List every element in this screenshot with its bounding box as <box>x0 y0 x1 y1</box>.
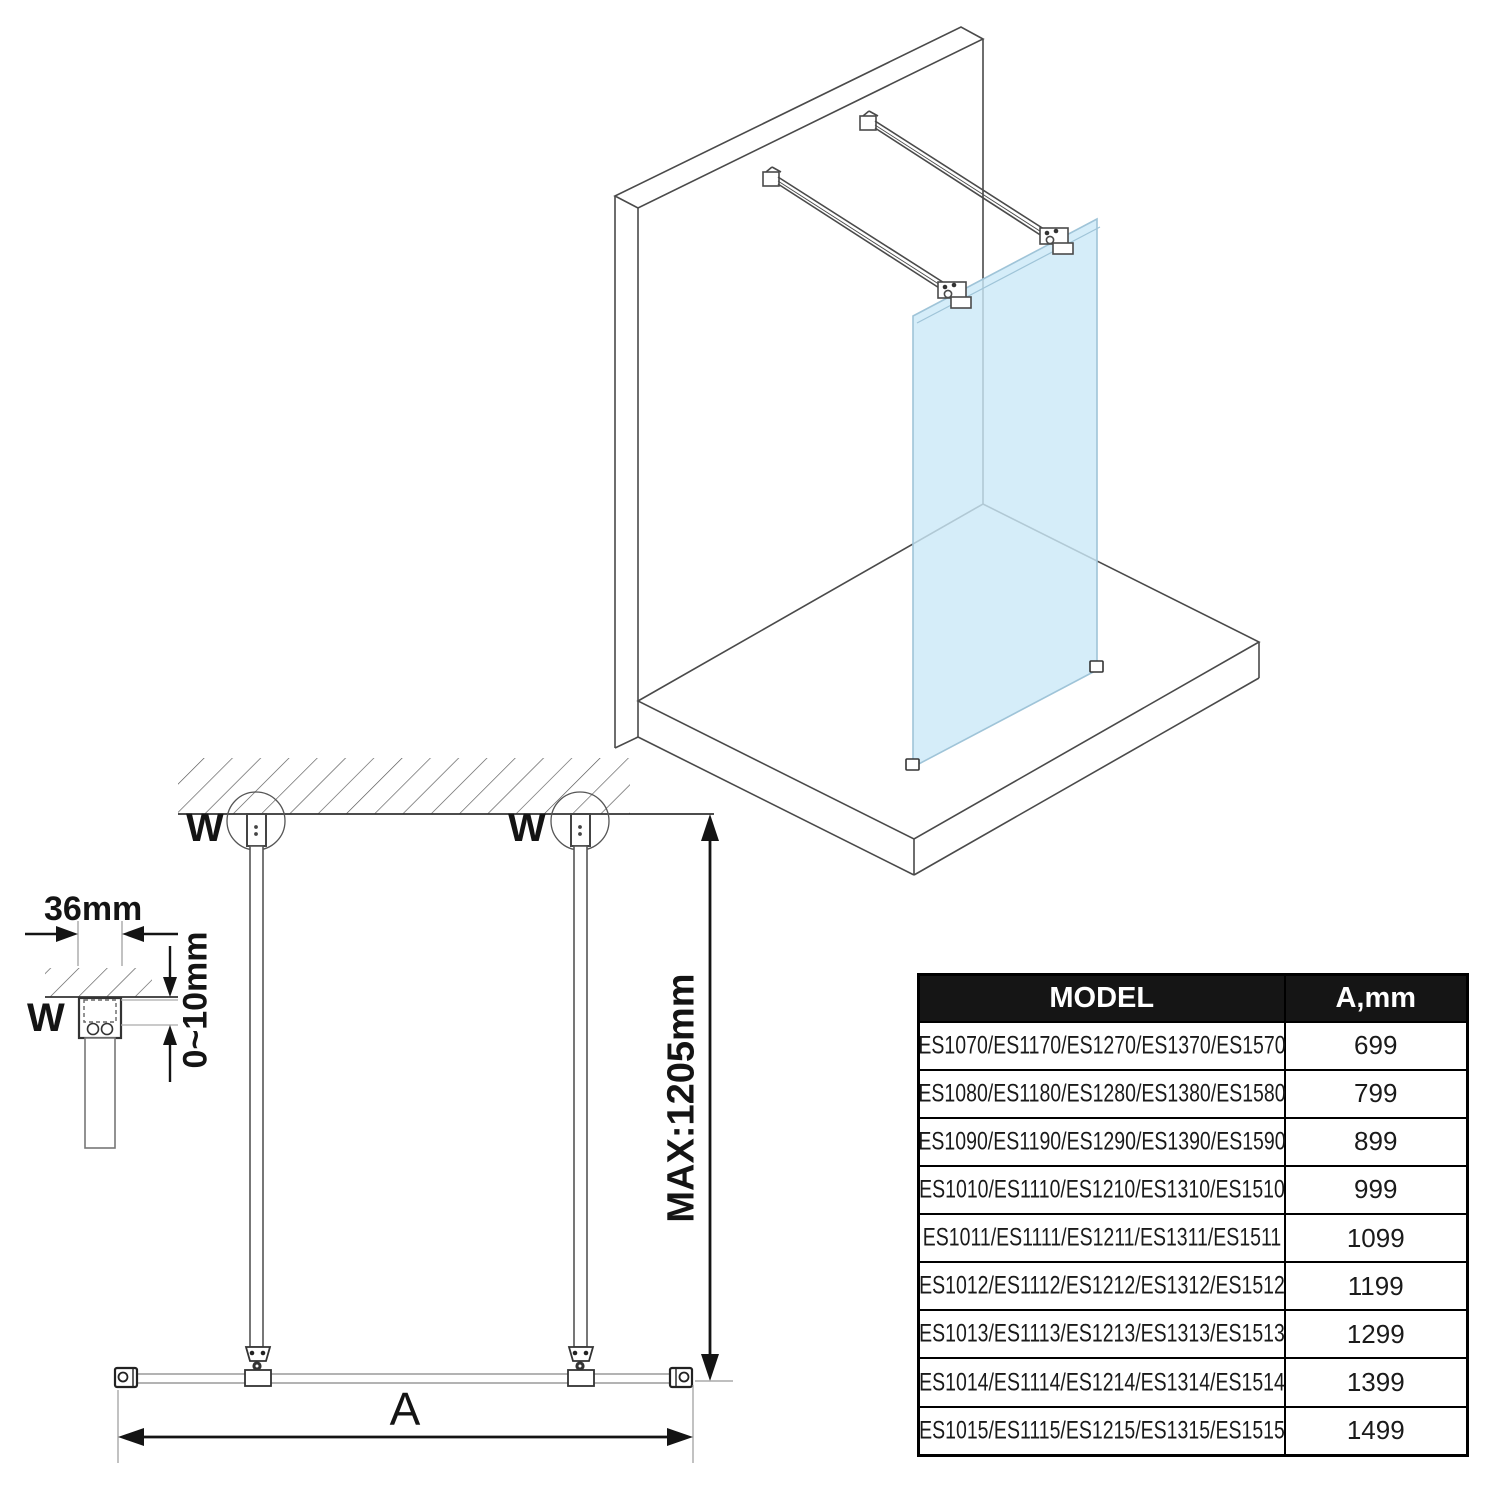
a-mm-cell: 1099 <box>1285 1214 1468 1262</box>
a-mm-cell: 899 <box>1285 1118 1468 1166</box>
table-row <box>919 1022 1468 1070</box>
a-mm-cell: 799 <box>1285 1070 1468 1118</box>
a-mm-cell: 1199 <box>1285 1262 1468 1310</box>
ceiling-bracket-left <box>247 814 266 846</box>
dimension-0-10mm-label: 0~10mm <box>176 931 215 1069</box>
model-cell: ES1015/ES1115/ES1215/ES1315/ES1515 <box>919 1407 1285 1456</box>
detail-support-bar <box>85 1038 115 1148</box>
a-mm-cell: 1299 <box>1285 1310 1468 1358</box>
table-row <box>919 1118 1468 1166</box>
detail-wall-hatch <box>45 968 152 997</box>
dimension-36mm-label: 36mm <box>44 890 143 928</box>
model-cell: ES1090/ES1190/ES1290/ES1390/ES1590 <box>919 1118 1285 1166</box>
glass-end-cap-left <box>115 1368 137 1387</box>
table-row <box>919 1310 1468 1358</box>
table-row <box>919 1166 1468 1214</box>
glass-end-cap-right <box>670 1368 692 1387</box>
a-mm-cell: 1399 <box>1285 1358 1468 1406</box>
glass-panel <box>913 219 1100 767</box>
support-bar-left-2d <box>250 846 263 1347</box>
table-row <box>919 1262 1468 1310</box>
table-row <box>919 1214 1468 1262</box>
model-cell: ES1011/ES1111/ES1211/ES1311/ES1511 <box>919 1214 1285 1262</box>
support-bar-front <box>763 167 971 308</box>
dimension-0-10mm <box>121 946 178 1082</box>
ceiling-hatch <box>178 758 630 814</box>
model-column-header: MODEL <box>919 975 1285 1022</box>
model-size-table <box>917 973 1469 1457</box>
detail-bracket <box>79 998 121 1038</box>
table-row <box>919 1070 1468 1118</box>
a-mm-cell: 699 <box>1285 1022 1468 1070</box>
a-mm-cell: 1499 <box>1285 1407 1468 1456</box>
ceiling-bracket-right <box>571 814 590 846</box>
table-header-row <box>919 975 1468 1022</box>
model-cell: ES1010/ES1110/ES1210/ES1310/ES1510 <box>919 1166 1285 1214</box>
isometric-3d-view <box>615 27 1259 875</box>
table-row <box>919 1358 1468 1406</box>
dimension-a-label: A <box>389 1383 421 1435</box>
wall-mount-label-left: W <box>186 806 224 850</box>
model-cell: ES1012/ES1112/ES1212/ES1312/ES1512 <box>919 1262 1285 1310</box>
support-bar-right-2d <box>574 846 587 1347</box>
table-row <box>919 1407 1468 1456</box>
support-bar-back <box>860 111 1073 254</box>
front-2d-view <box>115 758 733 1463</box>
wall-mount-label-right: W <box>508 806 546 850</box>
model-cell: ES1013/ES1113/ES1213/ES1313/ES1513 <box>919 1310 1285 1358</box>
wall-mount-label-detail: W <box>27 996 65 1040</box>
dimension-max-label: MAX:1205mm <box>660 973 703 1223</box>
a-mm-cell: 999 <box>1285 1166 1468 1214</box>
glass-clamp-right <box>568 1347 594 1386</box>
model-cell: ES1014/ES1114/ES1214/ES1314/ES1514 <box>919 1358 1285 1406</box>
model-cell: ES1080/ES1180/ES1280/ES1380/ES1580 <box>919 1070 1285 1118</box>
model-cell: ES1070/ES1170/ES1270/ES1370/ES1570 <box>919 1022 1285 1070</box>
glass-clamp-left <box>245 1347 271 1386</box>
a-mm-column-header: A,mm <box>1285 975 1468 1022</box>
